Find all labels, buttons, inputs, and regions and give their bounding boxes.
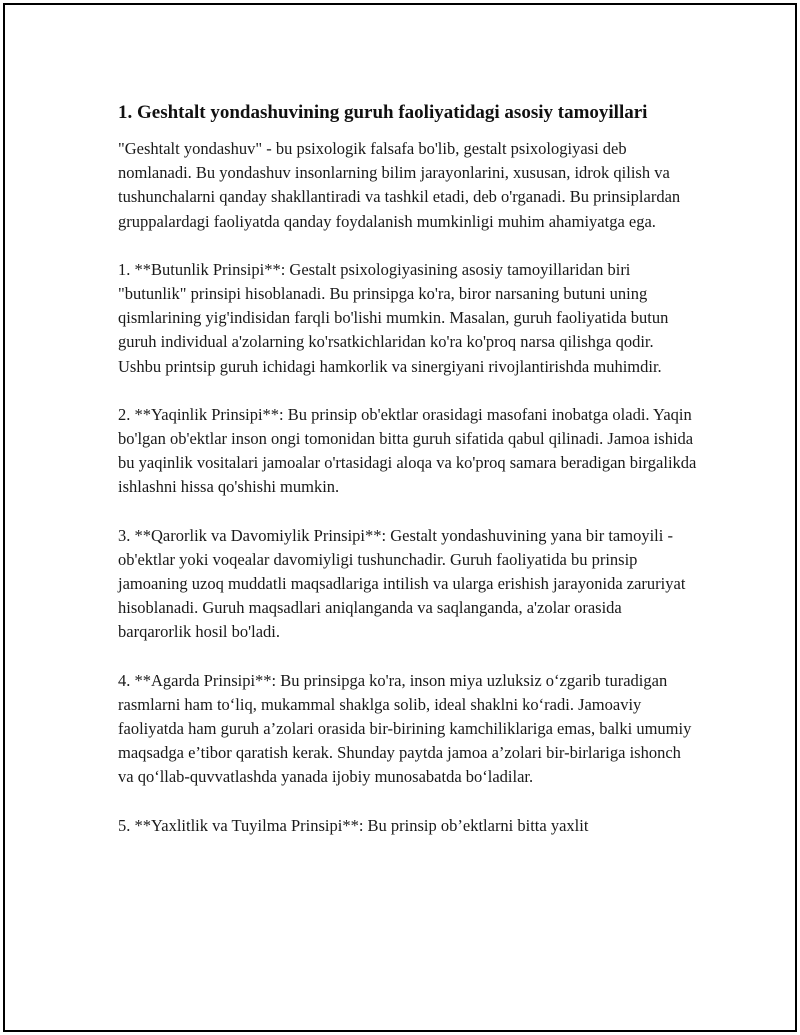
principle-paragraph-3: 3. **Qarorlik va Davomiylik Prinsipi**: Gestalt yondashuvining yana bir tamoyili - ob'ektlar yoki voqealar davomiyligi tushunchadir. Guruh faoliyatida bu prinsip jamoaning uzoq muddatli maqsadlariga intilish va ularga erishish jarayonida zaruriyat hisoblanadi. Guruh maqsadlari aniqlanganda va saqlanganda, a'zolar orasida barqarorlik hosil bo'ladi. (118, 525, 686, 642)
section-title: 1. Geshtalt yondashuvining guruh faoliyatidagi asosiy tamoyillari (118, 102, 648, 123)
document-page (3, 3, 797, 1032)
principle-paragraph-4: 4. **Agarda Prinsipi**: Bu prinsipga ko'ra, inson miya uzluksiz o‘zgarib turadigan rasmlarni ham to‘liq, mukammal shaklga solib, ideal shaklni ko‘radi. Jamoaviy faoliyatda ham guruh a’zolari orasida bir-birining kamchiliklariga emas, balki umumiy maqsadga e’tibor qaratish kerak. Shunday paytda jamoa a’zolari bir-birlariga ishonch va qo‘llab-quvvatlashda yanada ijobiy munosabatda bo‘ladilar. (118, 670, 692, 787)
principle-paragraph-1: 1. **Butunlik Prinsipi**: Gestalt psixologiyasining asosiy tamoyillaridan biri "butunlik" prinsipi hisoblanadi. Bu prinsipga ko'ra, biror narsaning butuni uning qismlarining yig'indisidan farqli bo'lishi mumkin. Masalan, guruh faoliyatida butun guruh individual a'zolarning ko'rsatkichlaridan ko'ra ko'proq narsa qilishga qodir. Ushbu printsip guruh ichidagi hamkorlik va sinergiyani rivojlantirishda muhimdir. (118, 259, 669, 376)
document-body (118, 99, 698, 862)
principle-paragraph-5: 5. **Yaxlitlik va Tuyilma Prinsipi**: Bu prinsip ob’ektlarni bitta yaxlit (118, 815, 589, 835)
principle-paragraph-2: 2. **Yaqinlik Prinsipi**: Bu prinsip ob'ektlar orasidagi masofani inobatga oladi. Yaqin bo'lgan ob'ektlar inson ongi tomonidan bitta guruh sifatida qabul qilinadi. Jamoa ishida bu yaqinlik vositalari jamoalar o'rtasidagi aloqa va ko'proq samara beradigan birgalikda ishlashni hissa qo'shishi mumkin. (118, 404, 697, 497)
intro-paragraph: "Geshtalt yondashuv" - bu psixologik falsafa bo'lib, gestalt psixologiyasi deb nomlanadi. Bu yondashuv insonlarning bilim jarayonlarini, xususan, idrok qilish va tushunchalarni qanday shakllantiradi va tashkil etadi, deb o'rganadi. Bu prinsiplardan gruppalardagi faoliyatda qanday foydalanish mumkinligi muhim ahamiyatga ega. (118, 139, 681, 231)
